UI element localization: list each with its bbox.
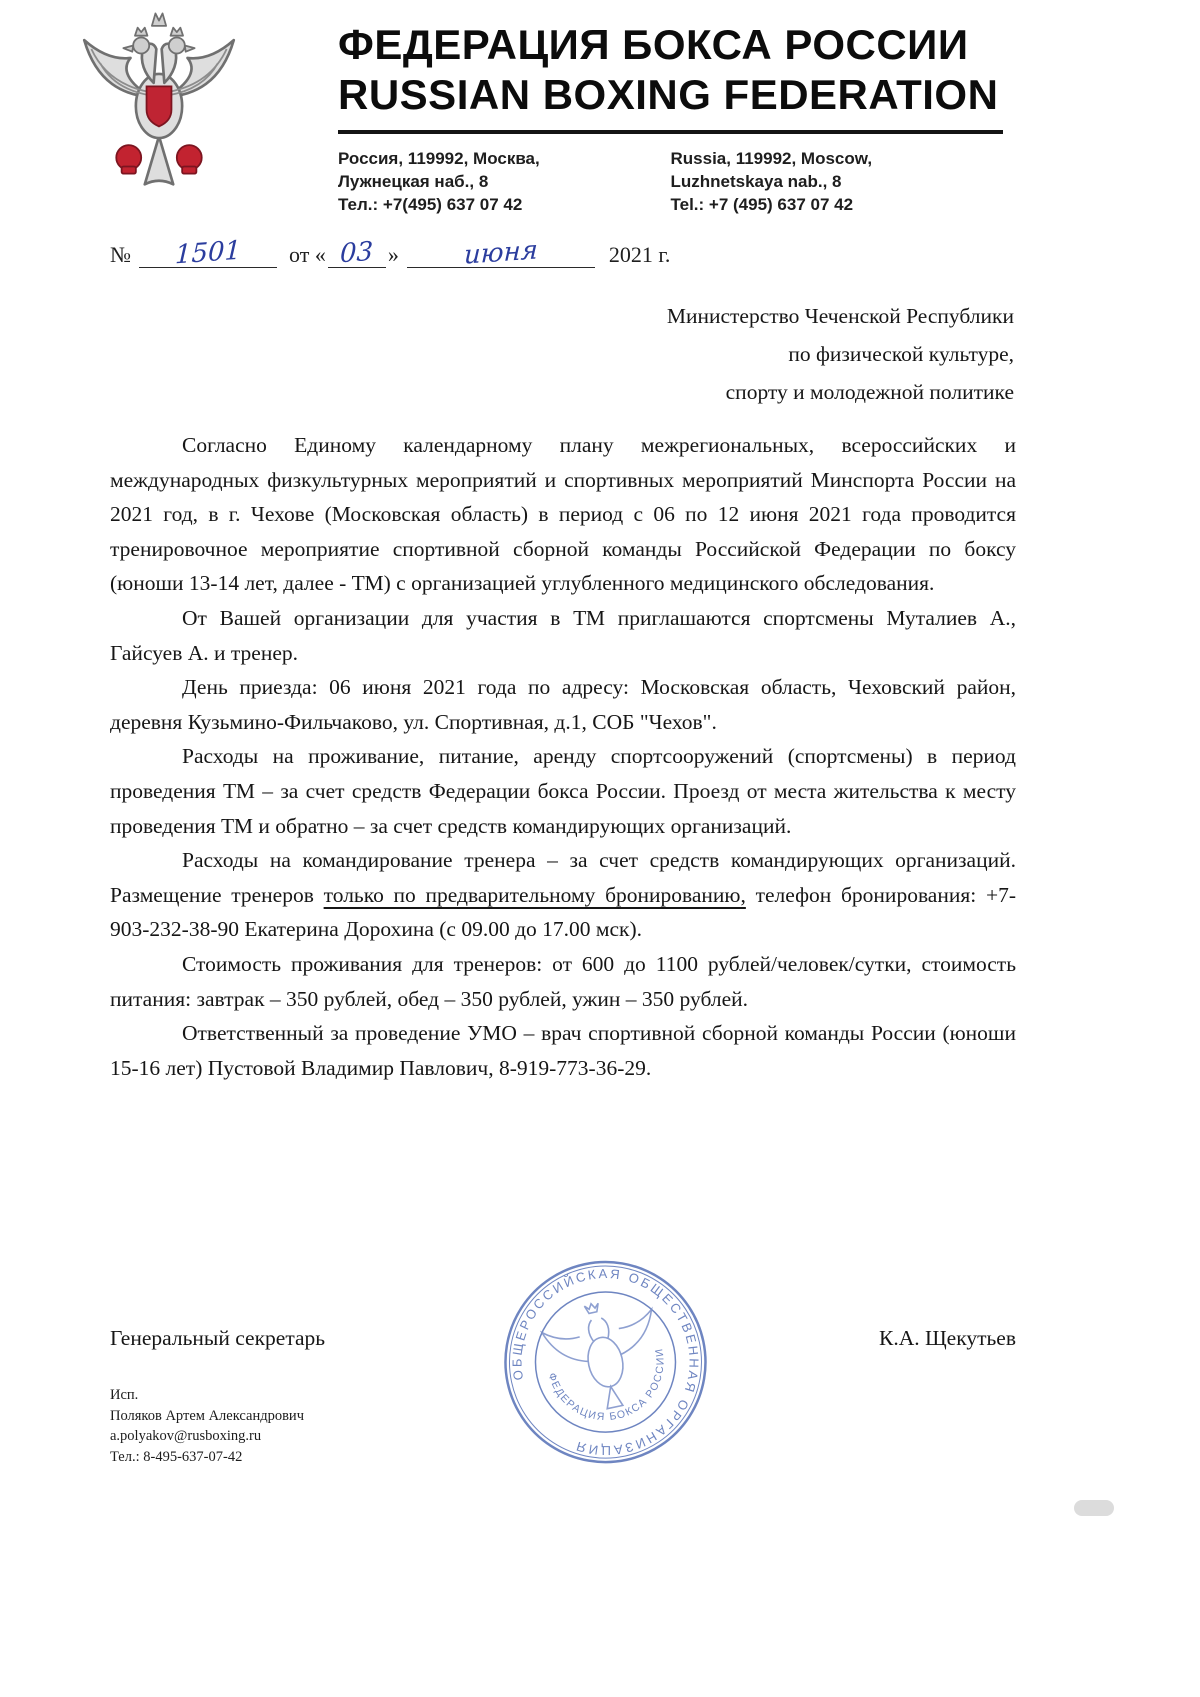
stamp-outer-ring-text: ОБЩЕРОССИЙСКАЯ ОБЩЕСТВЕННАЯ ОРГАНИЗАЦИЯ (509, 1265, 702, 1459)
address-ru (338, 147, 671, 216)
paragraph-5 (110, 843, 1016, 947)
executor-label: Исп. (110, 1387, 139, 1403)
addressee-line: спорту и молодежной политике (725, 380, 1014, 404)
address-ru-line: Лужнецкая наб., 8 (338, 171, 489, 191)
address-en-line: Tel.: +7 (495) 637 07 42 (670, 194, 854, 214)
executor-block (110, 1385, 304, 1467)
ref-month-blank (407, 235, 595, 271)
addressee-line: по физической культуре, (788, 342, 1014, 366)
ref-number-sign: № (110, 242, 131, 267)
address-ru-line: Россия, 119992, Москва, (338, 148, 540, 168)
executor-email: a.polyakov@rusboxing.ru (110, 1428, 262, 1444)
executor-name: Поляков Артем Александрович (110, 1407, 304, 1424)
paragraph-5-underlined-text: только по предварительному бронированию, (323, 882, 746, 907)
paragraph-2: От Вашей организации для участия в ТМ приглашаются спортсмены Муталиев А., Гайсуев А. и тренер. (110, 605, 1016, 665)
address-en (671, 147, 1004, 216)
org-name-en: RUSSIAN BOXING FEDERATION (338, 71, 999, 119)
paragraph-7: Ответственный за проведение УМО – врач спортивной сборной команды России (юноши 15-16 лет) Пустовой Владимир Павлович, 8-919-773-36-29. (110, 1021, 1016, 1080)
address-block (338, 147, 1003, 216)
round-stamp-seal-icon (482, 1239, 730, 1491)
double-headed-eagle-emblem-icon (70, 8, 248, 209)
org-name-ru: ФЕДЕРАЦИЯ БОКСА РОССИИ (338, 21, 969, 68)
reference-line (110, 235, 671, 271)
paragraph-6: Стоимость проживания для тренеров: от 600 до 1100 рублей/человек/сутки, стоимость питания: завтрак – 350 рублей, обед – 350 рублей, ужин – 350 рублей. (110, 951, 1016, 1011)
address-en-line: Luzhnetskaya nab., 8 (670, 171, 842, 191)
letter-body (110, 428, 1016, 1085)
paragraph-5-text: Расходы на командирование тренера – за счет средств командирующих организаций. Размещение тренеров (110, 848, 1016, 907)
address-en-line: Russia, 119992, Moscow, (670, 148, 873, 168)
signature-row (110, 1326, 1016, 1351)
addressee-block (667, 297, 1014, 411)
svg-text:ОБЩЕРОССИЙСКАЯ ОБЩЕСТВЕННАЯ ОР (491, 1248, 719, 1476)
ref-close-quote: » (387, 242, 399, 267)
signature-name: К.А. Щекутьев (878, 1326, 1016, 1350)
ref-day-handwritten: 03 (339, 236, 374, 270)
scroll-indicator[interactable] (1074, 1500, 1114, 1516)
stamp-inner-ring-text: ФЕДЕРАЦИЯ БОКСА РОССИИ (545, 1346, 667, 1424)
ref-year: 2021 г. (608, 242, 671, 267)
address-ru-line: Тел.: +7(495) 637 07 42 (338, 194, 523, 214)
ref-from-label: от « (289, 242, 326, 267)
ref-number-blank (139, 235, 277, 271)
paragraph-1: Согласно Единому календарному плану межрегиональных, всероссийских и международных физкультурных мероприятий и спортивных мероприятий Минспорта России на 2021 год, в г. Чехове (Московская область) в период с 06 по 12 июня 2021 года проводится тренировочное мероприятие спортивной сборной команды Российской Федерации по боксу (юноши 13-14 лет, далее - ТМ) с организацией углубленного медицинского обследования. (110, 433, 1016, 596)
letterhead (338, 20, 1003, 216)
signature-title: Генеральный секретарь (110, 1326, 326, 1350)
paragraph-3: День приезда: 06 июня 2021 года по адресу: Московская область, Чеховский район, деревня Кузьмино-Фильчаково, ул. Спортивная, д.1, СОБ "Чехов". (110, 675, 1016, 734)
letterhead-divider (338, 130, 1003, 134)
paragraph-4: Расходы на проживание, питание, аренду спортсооружений (спортсмены) в период проведения ТМ – за счет средств Федерации бокса России. Проезд от места жительства к месту проведения ТМ и обратно – за счет средств командирующих организаций. (110, 744, 1016, 838)
paragraph-5-text: телефон бронирования: +7-903-232-38-90 Екатерина Дорохина (с 09.00 до 17.00 мск). (110, 882, 1016, 942)
svg-text:ФЕДЕРАЦИЯ БОКСА РОССИИ (545, 1346, 678, 1434)
addressee-line: Министерство Чеченской Республики (666, 304, 1014, 328)
ref-day-blank (328, 238, 386, 268)
executor-phone: Тел.: 8-495-637-07-42 (110, 1448, 243, 1465)
ref-number-handwritten: 1501 (174, 235, 242, 271)
ref-month-handwritten: июня (463, 235, 539, 271)
